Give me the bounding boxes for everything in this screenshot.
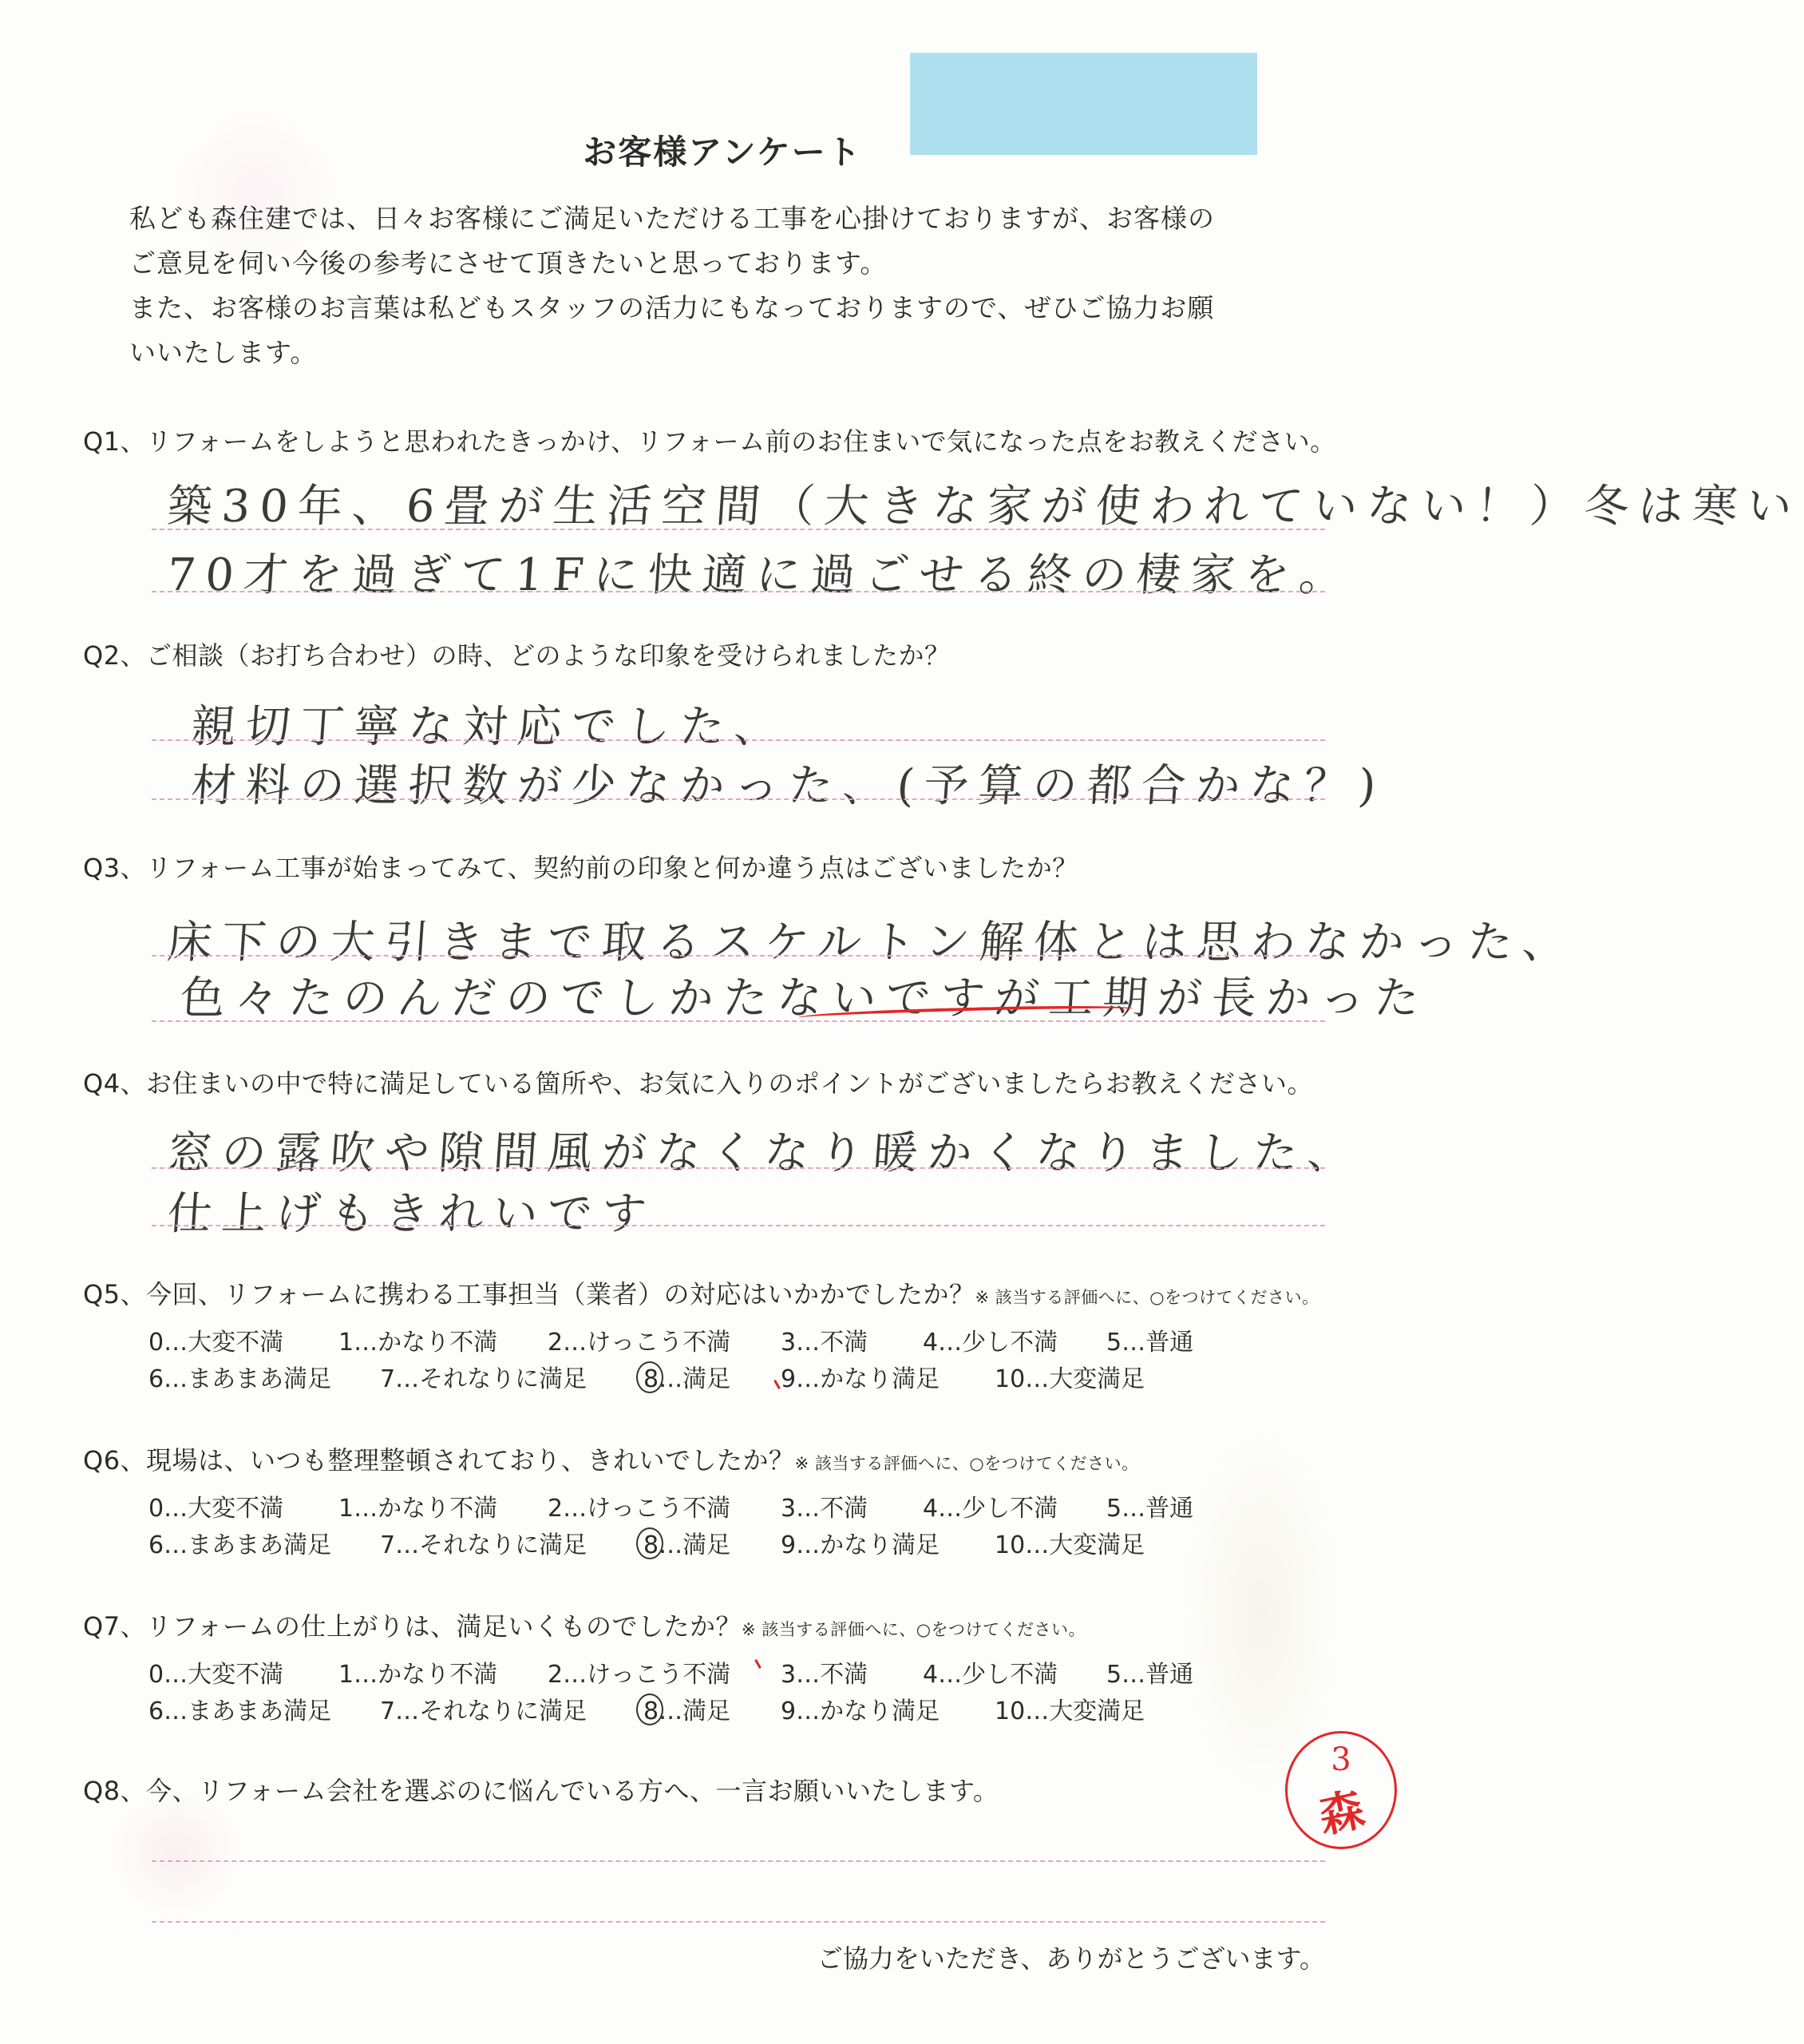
answer-3-line-1: 床下の大引きまで取るスケルトン解体とは思わなかった、 [165, 917, 1579, 969]
rating-number: 6 [148, 1531, 164, 1559]
rating-option-1[interactable] [338, 1322, 497, 1357]
rating-label: …かなり満足 [796, 1697, 940, 1725]
rating-option-0[interactable] [148, 1488, 283, 1523]
rating-label: …それなりに満足 [395, 1697, 587, 1725]
rating-label: …まあまあ満足 [164, 1697, 332, 1725]
intro-line: 私ども森住建では、日々お客様にご満足いただける工事を心掛けておりますが、お客様の [129, 203, 1215, 234]
rating-label: …大変不満 [164, 1495, 284, 1523]
rating-number: 5 [1106, 1329, 1122, 1357]
rating-label: …かなり不満 [354, 1661, 498, 1689]
rating-label: …不満 [796, 1329, 868, 1357]
rating-option-5[interactable] [1106, 1322, 1193, 1357]
rating-label: …満足 [659, 1697, 731, 1725]
rating-number: 9 [781, 1697, 797, 1725]
rating-number: 4 [923, 1661, 939, 1689]
question-6-text: Q6、現場は、いつも整理整頓されており、きれいでしたか？ [83, 1445, 795, 1476]
rating-label: …不満 [796, 1495, 868, 1523]
intro-line: また、お客様のお言葉は私どもスタッフの活力にもなっておりますので、ぜひご協力お願 [129, 292, 1215, 323]
rating-label: …不満 [796, 1661, 868, 1689]
answer-rule [152, 1860, 1325, 1862]
rating-option-3[interactable] [781, 1488, 868, 1523]
rating-number: 5 [1106, 1661, 1122, 1689]
answer-1-line-1: 築30年、6畳が生活空間（大きな家が使われていない！）冬は寒い [165, 481, 1803, 533]
rating-number: 3 [781, 1661, 797, 1689]
rating-number: 0 [148, 1661, 164, 1689]
intro-paragraph [129, 196, 1311, 375]
rating-label: …けっこう不満 [563, 1329, 731, 1357]
rating-label: …大変満足 [1025, 1365, 1145, 1393]
red-tick-mark [754, 1659, 762, 1669]
question-3: Q3、リフォーム工事が始まってみて、契約前の印象と何か違う点はございましたか？ [83, 853, 1078, 883]
intro-line: ご意見を伺い今後の参考にさせて頂きたいと思っております。 [129, 248, 888, 279]
rating-option-3[interactable] [781, 1654, 868, 1689]
red-tick-mark [773, 1380, 781, 1389]
rating-number: 6 [148, 1365, 164, 1393]
answer-3-line-2: 色々たのんだのでしかたないですが工期が長かった [178, 972, 1430, 1024]
rating-number: 8 [643, 1365, 659, 1393]
rating-option-7[interactable] [380, 1525, 587, 1560]
rating-option-7[interactable] [380, 1359, 587, 1394]
rating-number: 1 [338, 1329, 354, 1357]
rating-label: …大変満足 [1025, 1531, 1145, 1559]
rating-option-9[interactable] [781, 1525, 940, 1560]
rating-label: …それなりに満足 [395, 1531, 587, 1559]
rating-label: …かなり不満 [354, 1495, 498, 1523]
rating-number: 2 [548, 1329, 564, 1357]
rating-number: 2 [548, 1661, 564, 1689]
rating-option-6[interactable] [148, 1525, 331, 1560]
rating-number: 0 [148, 1329, 164, 1357]
page-title: お客様アンケート [583, 133, 862, 172]
rating-option-4[interactable] [923, 1322, 1058, 1357]
rating-number: 0 [148, 1495, 164, 1523]
rating-option-0[interactable] [148, 1654, 283, 1689]
rating-label: …満足 [659, 1365, 731, 1393]
rating-label: …まあまあ満足 [164, 1531, 332, 1559]
answer-rule [152, 955, 1325, 957]
rating-label: …かなり満足 [796, 1365, 940, 1393]
rating-number: 10 [995, 1531, 1026, 1559]
rating-label: …けっこう不満 [563, 1661, 731, 1689]
rating-number: 3 [781, 1329, 797, 1357]
question-7-note: ※ 該当する評価へに、○をつけてください。 [741, 1620, 1086, 1639]
rating-option-6[interactable] [148, 1691, 331, 1726]
rating-label: …大変不満 [164, 1329, 284, 1357]
question-5-note: ※ 該当する評価へに、○をつけてください。 [975, 1288, 1319, 1307]
rating-number: 9 [781, 1531, 797, 1559]
question-7-text: Q7、リフォームの仕上がりは、満足いくものでしたか？ [83, 1611, 742, 1642]
rating-label: …それなりに満足 [395, 1365, 587, 1393]
rating-number: 7 [380, 1531, 396, 1559]
rating-number: 9 [781, 1365, 797, 1393]
question-6 [83, 1440, 1139, 1477]
rating-label: …かなり不満 [354, 1329, 498, 1357]
question-5 [83, 1274, 1319, 1311]
rating-number: 4 [923, 1495, 939, 1523]
rating-number: 1 [338, 1495, 354, 1523]
rating-option-8[interactable] [643, 1525, 730, 1560]
rating-number: 6 [148, 1697, 164, 1725]
rating-label: …けっこう不満 [563, 1495, 731, 1523]
rating-option-10[interactable] [995, 1691, 1145, 1726]
question-5-text: Q5、今回、リフォームに携わる工事担当（業者）の対応はいかかでしたか？ [83, 1279, 975, 1309]
answer-rule [152, 1225, 1325, 1226]
answer-rule [152, 739, 1325, 741]
answer-1-line-2: 70才を過ぎて1Fに快適に過ごせる終の棲家を。 [165, 549, 1355, 601]
rating-option-5[interactable] [1106, 1488, 1193, 1523]
answer-2-line-2: 材料の選択数が少なかった、(予算の都合かな？) [189, 760, 1387, 812]
red-stamp [1285, 1731, 1397, 1849]
decorative-flower [112, 1788, 239, 1916]
question-2: Q2、ご相談（お打ち合わせ）の時、どのような印象を受けられましたか？ [83, 640, 951, 671]
rating-option-1[interactable] [338, 1654, 497, 1689]
rating-option-7[interactable] [380, 1691, 587, 1726]
answer-rule [152, 798, 1325, 800]
question-6-note: ※ 該当する評価へに、○をつけてください。 [794, 1454, 1139, 1473]
rating-option-5[interactable] [1106, 1654, 1193, 1689]
rating-label: …少し不満 [938, 1329, 1058, 1357]
rating-label: …満足 [659, 1531, 731, 1559]
rating-number: 7 [380, 1365, 396, 1393]
rating-number: 1 [338, 1661, 354, 1689]
rating-number: 4 [923, 1329, 939, 1357]
rating-option-10[interactable] [995, 1525, 1145, 1560]
rating-label: …大変不満 [164, 1661, 284, 1689]
rating-number: 5 [1106, 1495, 1122, 1523]
stamp-number: 3 [1331, 1741, 1351, 1778]
answer-4-line-2: 仕上げもきれいです [165, 1188, 658, 1240]
question-4: Q4、お住まいの中で特に満足している箇所や、お気に入りのポイントがございましたらお教えください。 [83, 1068, 1313, 1099]
intro-line: いいたします。 [129, 337, 318, 368]
rating-option-4[interactable] [923, 1654, 1058, 1689]
answer-rule [152, 591, 1325, 592]
rating-label: …普通 [1122, 1329, 1194, 1357]
rating-label: …まあまあ満足 [164, 1365, 332, 1393]
rating-option-3[interactable] [781, 1322, 868, 1357]
rating-option-4[interactable] [923, 1488, 1058, 1523]
rating-number: 10 [995, 1697, 1026, 1725]
rating-label: …普通 [1122, 1495, 1194, 1523]
thank-you-text: ご協力をいただき、ありがとうございます。 [817, 1943, 1325, 1974]
rating-option-9[interactable] [781, 1691, 940, 1726]
answer-rule [152, 1167, 1325, 1169]
rating-option-1[interactable] [338, 1488, 497, 1523]
rating-number: 10 [995, 1365, 1026, 1393]
rating-option-2[interactable] [548, 1488, 730, 1523]
rating-label: …普通 [1122, 1661, 1194, 1689]
answer-rule [152, 1020, 1325, 1022]
rating-option-10[interactable] [995, 1359, 1145, 1394]
rating-number: 7 [380, 1697, 396, 1725]
rating-option-2[interactable] [548, 1654, 730, 1689]
rating-label: …かなり満足 [796, 1531, 940, 1559]
rating-number: 3 [781, 1495, 797, 1523]
rating-number: 8 [643, 1697, 659, 1725]
question-8: Q8、今、リフォーム会社を選ぶのに悩んでいる方へ、一言お願いいたします。 [83, 1776, 999, 1806]
rating-label: …大変満足 [1025, 1697, 1145, 1725]
rating-number: 2 [548, 1495, 564, 1523]
rating-option-6[interactable] [148, 1359, 331, 1394]
rating-number: 8 [643, 1531, 659, 1559]
rating-label: …少し不満 [938, 1495, 1058, 1523]
question-1: Q1、リフォームをしようと思われたきっかけ、リフォーム前のお住まいで気になった点をお教えください。 [83, 426, 1336, 457]
rating-label: …少し不満 [938, 1661, 1058, 1689]
answer-rule [152, 1921, 1325, 1923]
answer-2-line-1: 親切丁寧な対応でした、 [189, 701, 790, 753]
stamp-kanji: 森 [1314, 1782, 1370, 1844]
answer-4-line-1: 窓の露吹や隙間風がなくなり暖かくなりました、 [165, 1127, 1363, 1179]
rating-option-9[interactable] [781, 1359, 940, 1394]
rating-option-0[interactable] [148, 1322, 283, 1357]
rating-option-8[interactable] [643, 1359, 730, 1394]
answer-rule [152, 529, 1325, 530]
rating-option-8[interactable] [643, 1691, 730, 1726]
rating-option-2[interactable] [548, 1322, 730, 1357]
question-7 [83, 1606, 1086, 1643]
